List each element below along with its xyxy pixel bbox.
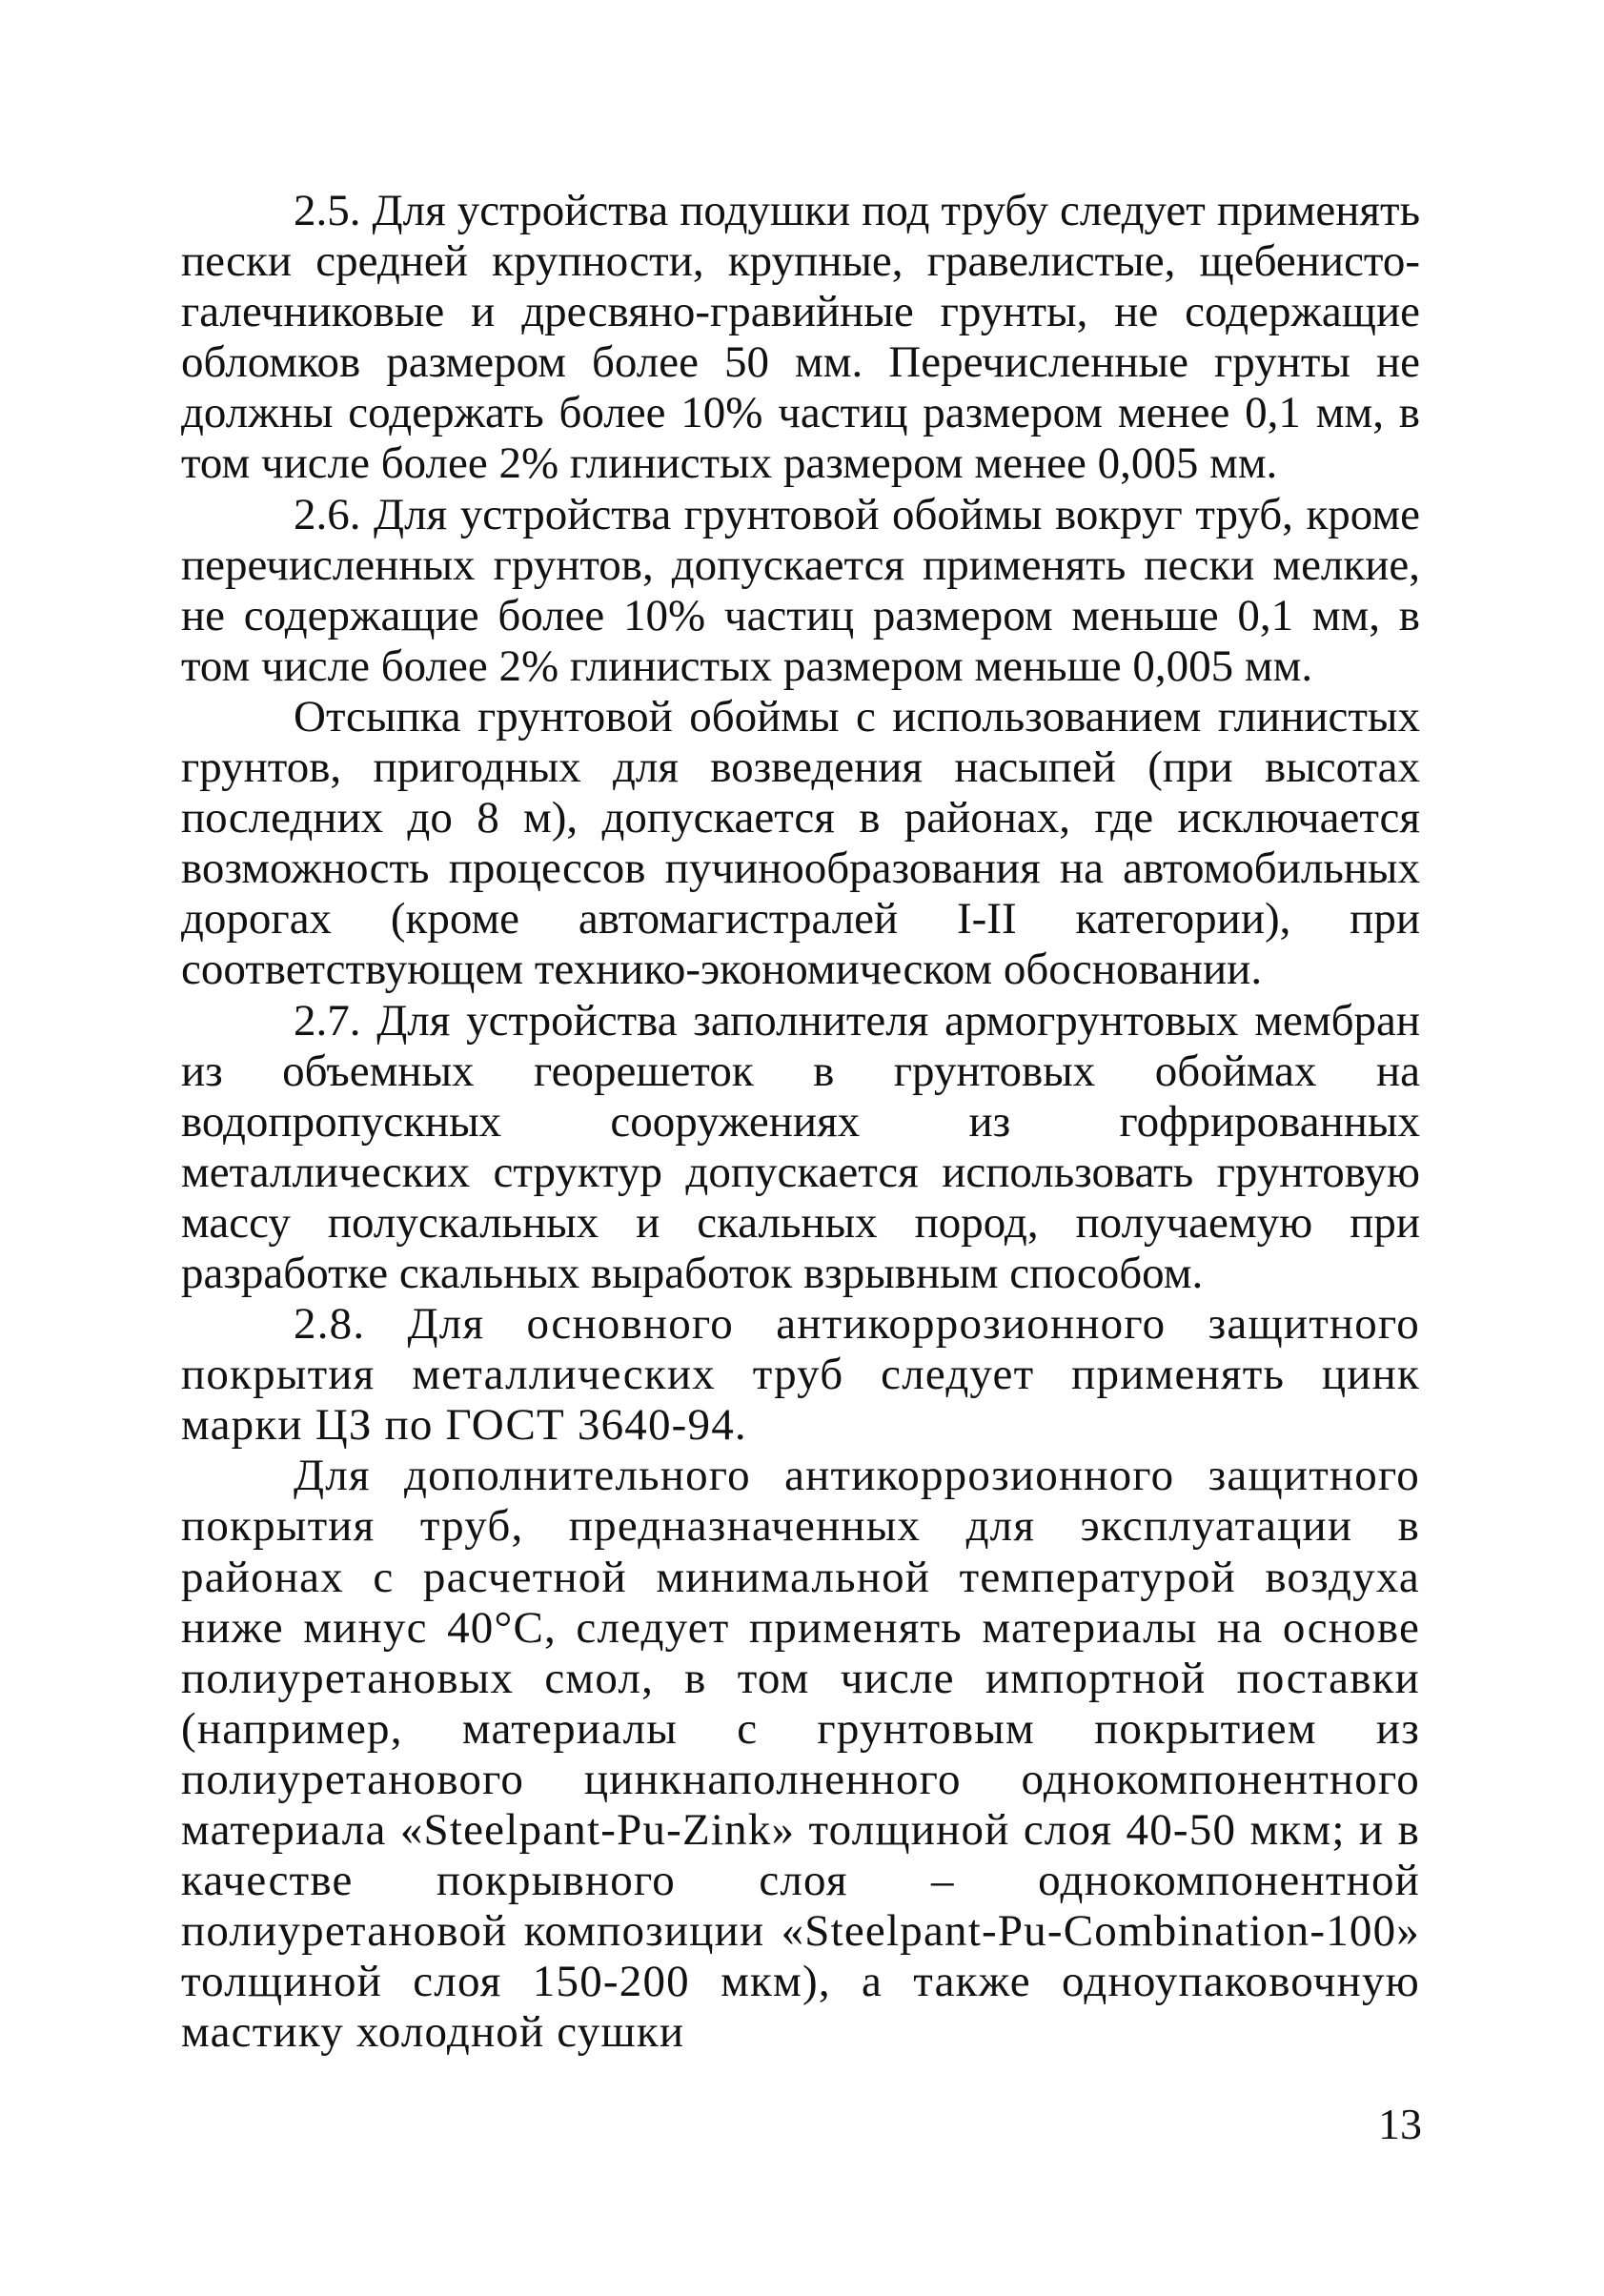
document-body [181, 186, 1420, 2058]
paragraph-2-6: 2.6. Для устройства грунтовой обоймы вокруг труб, кроме перечисленных грунтов, допускается применять пески мелкие, не содержащие более 10% частиц размером меньше 0,1 мм, в том числе более 2% глинистых размером меньше 0,005 мм. [181, 489, 1420, 691]
paragraph-2-7: 2.7. Для устройства заполнителя армогрунтовых мембран из объемных георешеток в грунтовых обоймах на водопропускных сооружениях из гофрированных металлических структур допускается использовать грунтовую массу полускальных и скальных пород, получаемую при разработке скальных выработок взрывным способом. [181, 995, 1420, 1298]
paragraph-2-6-continuation: Отсыпка грунтовой обоймы с использованием глинистых грунтов, пригодных для возведения насыпей (при высотах последних до 8 м), допускается в районах, где исключается возможность процессов пучинообразования на автомобильных дорогах (кроме автомагистралей I-II категории), при соответствующем технико-экономическом обосновании. [181, 691, 1420, 995]
paragraph-2-8-continuation: Для дополнительного антикоррозионного защитного покрытия труб, предназначенных для эксплуатации в районах с расчетной минимальной температурой воздуха ниже минус 40°С, следует применять материалы на основе полиуретановых смол, в том числе импортной поставки (например, материалы с грунтовым покрытием из полиуретанового цинкнаполненного однокомпонентного материала «Steelpant-Pu-Zink» толщиной слоя 40-50 мкм; и в качестве покрывного слоя – однокомпонентной полиуретановой композиции «Steelpant-Pu-Combination-100» толщиной слоя 150-200 мкм), а также одноупаковочную мастику холодной сушки [181, 1451, 1420, 2058]
paragraph-2-5: 2.5. Для устройства подушки под трубу следует применять пески средней крупности, крупные, гравелистые, щебенисто-галечниковые и дресвяно-гравийные грунты, не содержащие обломков размером более 50 мм. Перечисленные грунты не должны содержать более 10% частиц размером менее 0,1 мм, в том числе более 2% глинистых размером менее 0,005 мм. [181, 186, 1420, 489]
paragraph-2-8: 2.8. Для основного антикоррозионного защитного покрытия металлических труб следует применять цинк марки ЦЗ по ГОСТ 3640-94. [181, 1299, 1420, 1451]
page-number: 13 [1378, 2100, 1422, 2148]
